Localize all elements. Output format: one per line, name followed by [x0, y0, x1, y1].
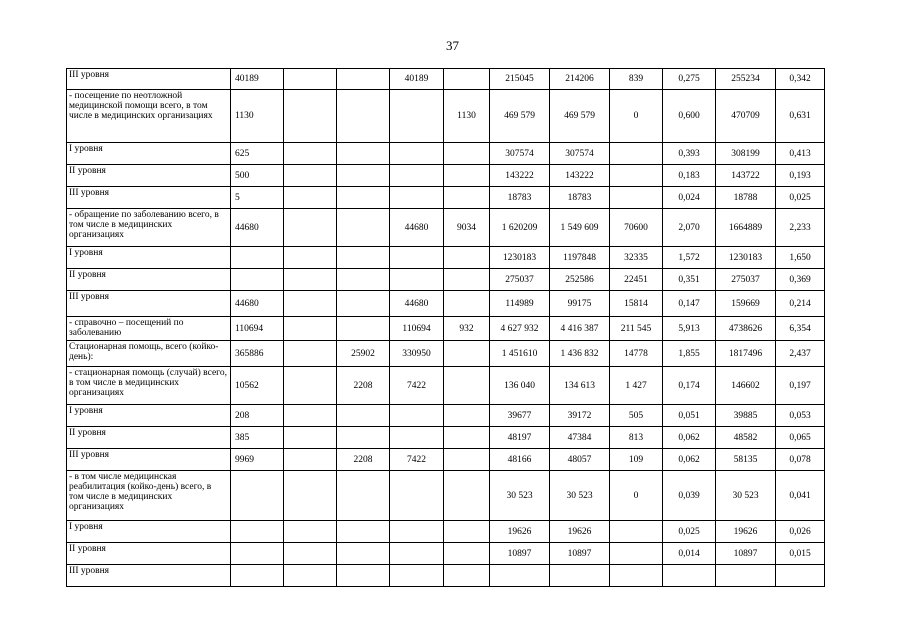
table-cell	[284, 165, 337, 187]
table-cell: 0,631	[776, 90, 825, 143]
row-label: - посещение по неотложной медицинской помощи всего, в том числе в медицинских организациях	[67, 90, 231, 143]
table-cell: 1,650	[776, 247, 825, 269]
table-cell: 0,025	[776, 187, 825, 209]
table-cell	[337, 209, 390, 247]
table-cell	[284, 449, 337, 471]
table-cell: 0,014	[663, 543, 716, 565]
table-row	[67, 565, 825, 587]
table-cell: 1197848	[550, 247, 610, 269]
table-cell	[444, 269, 490, 291]
table-cell: 470709	[716, 90, 776, 143]
page-number: 37	[446, 38, 459, 53]
table-cell: 15814	[610, 291, 663, 317]
row-label: III уровня	[67, 187, 231, 209]
table-cell: 0,062	[663, 449, 716, 471]
table-cell: 25902	[337, 341, 390, 367]
table-body	[67, 69, 825, 587]
table-row	[67, 209, 825, 247]
table-cell	[390, 471, 444, 521]
table-cell: 625	[231, 143, 284, 165]
table-cell	[444, 565, 490, 587]
table-cell: 255234	[716, 69, 776, 90]
table-cell	[444, 247, 490, 269]
table-cell: 1 427	[610, 367, 663, 405]
table-cell	[337, 143, 390, 165]
table-cell	[444, 367, 490, 405]
table-cell: 0,026	[776, 521, 825, 543]
table-cell	[390, 247, 444, 269]
table-cell	[231, 269, 284, 291]
table-cell: 18783	[550, 187, 610, 209]
table-cell	[284, 427, 337, 449]
row-label: II уровня	[67, 269, 231, 291]
table-cell: 159669	[716, 291, 776, 317]
table-cell: 1817496	[716, 341, 776, 367]
table-cell: 9969	[231, 449, 284, 471]
table-cell: 1 549 609	[550, 209, 610, 247]
table-cell: 385	[231, 427, 284, 449]
table-cell	[337, 427, 390, 449]
table-cell	[284, 471, 337, 521]
table-cell: 32335	[610, 247, 663, 269]
table-cell: 5,913	[663, 317, 716, 341]
table-cell	[337, 317, 390, 341]
table-row	[67, 341, 825, 367]
table-row	[67, 427, 825, 449]
row-label: I уровня	[67, 521, 231, 543]
table-cell	[231, 543, 284, 565]
table-cell	[337, 247, 390, 269]
table-cell: 44680	[390, 291, 444, 317]
table-cell	[337, 69, 390, 90]
table-cell: 275037	[490, 269, 550, 291]
table-cell: 143222	[490, 165, 550, 187]
table-cell: 99175	[550, 291, 610, 317]
table-cell: 307574	[490, 143, 550, 165]
table-cell	[337, 291, 390, 317]
table-row	[67, 543, 825, 565]
table-cell	[231, 521, 284, 543]
table-cell	[231, 471, 284, 521]
table-cell	[284, 269, 337, 291]
table-cell: 932	[444, 317, 490, 341]
table-cell: 10897	[716, 543, 776, 565]
table-row	[67, 367, 825, 405]
table-row	[67, 291, 825, 317]
table-cell: 10897	[490, 543, 550, 565]
table-cell: 252586	[550, 269, 610, 291]
table-cell	[284, 521, 337, 543]
table-cell: 7422	[390, 449, 444, 471]
table-cell: 469 579	[550, 90, 610, 143]
table-cell	[284, 90, 337, 143]
table-cell	[337, 543, 390, 565]
row-label: II уровня	[67, 543, 231, 565]
row-label: Стационарная помощь, всего (койко-день):	[67, 341, 231, 367]
table-cell: 2,070	[663, 209, 716, 247]
table-row	[67, 69, 825, 90]
table-cell: 110694	[231, 317, 284, 341]
row-label: II уровня	[67, 165, 231, 187]
table-cell: 0,147	[663, 291, 716, 317]
table-cell	[444, 165, 490, 187]
table-row	[67, 269, 825, 291]
table-row	[67, 405, 825, 427]
table-cell: 146602	[716, 367, 776, 405]
table-cell	[284, 565, 337, 587]
table-cell	[231, 565, 284, 587]
table-cell: 813	[610, 427, 663, 449]
table-cell: 0,025	[663, 521, 716, 543]
table-cell: 1230183	[716, 247, 776, 269]
table-cell	[284, 247, 337, 269]
table-cell: 109	[610, 449, 663, 471]
table-cell	[284, 143, 337, 165]
table-row	[67, 187, 825, 209]
table-cell: 214206	[550, 69, 610, 90]
table-row	[67, 317, 825, 341]
table-cell: 134 613	[550, 367, 610, 405]
table-cell	[390, 565, 444, 587]
table-cell	[610, 143, 663, 165]
table-cell	[390, 521, 444, 543]
table-row	[67, 143, 825, 165]
table-cell: 469 579	[490, 90, 550, 143]
table-cell: 44680	[390, 209, 444, 247]
table-cell	[444, 521, 490, 543]
table-row	[67, 247, 825, 269]
table-cell	[337, 565, 390, 587]
row-label: III уровня	[67, 291, 231, 317]
table-cell: 48582	[716, 427, 776, 449]
table-cell: 18788	[716, 187, 776, 209]
table-cell	[444, 341, 490, 367]
data-table	[66, 68, 825, 587]
table-cell: 143722	[716, 165, 776, 187]
table-cell: 2,233	[776, 209, 825, 247]
table-cell: 4 416 387	[550, 317, 610, 341]
table-cell: 275037	[716, 269, 776, 291]
table-cell: 136 040	[490, 367, 550, 405]
row-label: I уровня	[67, 405, 231, 427]
table-cell: 0	[610, 90, 663, 143]
table-cell	[444, 291, 490, 317]
table-cell	[444, 543, 490, 565]
table-cell	[337, 405, 390, 427]
row-label: - обращение по заболеванию всего, в том числе в медицинских организациях	[67, 209, 231, 247]
table-cell: 58135	[716, 449, 776, 471]
table-cell: 48057	[550, 449, 610, 471]
table-cell	[444, 427, 490, 449]
table-cell	[337, 90, 390, 143]
table-cell: 2208	[337, 449, 390, 471]
table-cell: 0,024	[663, 187, 716, 209]
table-cell: 7422	[390, 367, 444, 405]
table-cell: 0,039	[663, 471, 716, 521]
table-cell: 307574	[550, 143, 610, 165]
table-cell: 70600	[610, 209, 663, 247]
table-cell	[284, 367, 337, 405]
table-cell: 40189	[231, 69, 284, 90]
table-cell	[716, 565, 776, 587]
table-cell	[284, 543, 337, 565]
table-cell: 211 545	[610, 317, 663, 341]
table-cell: 1,855	[663, 341, 716, 367]
table-cell: 2,437	[776, 341, 825, 367]
table-cell: 0,174	[663, 367, 716, 405]
row-label: I уровня	[67, 247, 231, 269]
table-cell	[390, 90, 444, 143]
row-label: II уровня	[67, 427, 231, 449]
table-cell: 1 620209	[490, 209, 550, 247]
table-cell: 0,051	[663, 405, 716, 427]
table-cell: 0,600	[663, 90, 716, 143]
table-cell: 143222	[550, 165, 610, 187]
table-cell: 2208	[337, 367, 390, 405]
table-cell: 1 436 832	[550, 341, 610, 367]
table-cell: 0,015	[776, 543, 825, 565]
table-cell: 215045	[490, 69, 550, 90]
table-cell: 19626	[716, 521, 776, 543]
table-cell: 30 523	[490, 471, 550, 521]
table-cell	[610, 165, 663, 187]
table-cell: 0,078	[776, 449, 825, 471]
table-cell: 1,572	[663, 247, 716, 269]
table-cell: 19626	[490, 521, 550, 543]
table-cell: 0,275	[663, 69, 716, 90]
table-cell	[550, 565, 610, 587]
row-label: - стационарная помощь (случай) всего, в том числе в медицинских организациях	[67, 367, 231, 405]
table-cell: 1230183	[490, 247, 550, 269]
table-cell: 330950	[390, 341, 444, 367]
table-cell: 0,062	[663, 427, 716, 449]
table-cell: 6,354	[776, 317, 825, 341]
table-cell	[444, 143, 490, 165]
table-cell: 308199	[716, 143, 776, 165]
table-cell: 0,413	[776, 143, 825, 165]
table-cell	[444, 405, 490, 427]
table-cell: 0,183	[663, 165, 716, 187]
table-cell	[776, 565, 825, 587]
table-cell: 4738626	[716, 317, 776, 341]
table-cell: 110694	[390, 317, 444, 341]
table-cell	[610, 521, 663, 543]
table-cell	[444, 471, 490, 521]
table-cell: 0,369	[776, 269, 825, 291]
table-cell: 1 451610	[490, 341, 550, 367]
table-cell: 9034	[444, 209, 490, 247]
table-row	[67, 165, 825, 187]
table-cell: 40189	[390, 69, 444, 90]
table-cell: 19626	[550, 521, 610, 543]
table-cell	[337, 187, 390, 209]
table-cell	[337, 269, 390, 291]
table-cell: 30 523	[550, 471, 610, 521]
row-label: - в том числе медицинская реабилитация (койко-день) всего, в том числе в медицинских организациях	[67, 471, 231, 521]
table-cell	[231, 247, 284, 269]
table-cell	[444, 69, 490, 90]
table-cell: 10897	[550, 543, 610, 565]
table-cell: 0,041	[776, 471, 825, 521]
table-cell	[390, 269, 444, 291]
table-cell	[610, 187, 663, 209]
row-label: III уровня	[67, 449, 231, 471]
table-cell: 10562	[231, 367, 284, 405]
table-cell: 1130	[444, 90, 490, 143]
table-cell: 39172	[550, 405, 610, 427]
table-cell: 39885	[716, 405, 776, 427]
table-cell	[390, 165, 444, 187]
table-cell: 1664889	[716, 209, 776, 247]
table-cell	[284, 69, 337, 90]
table-cell	[663, 565, 716, 587]
table-cell	[610, 543, 663, 565]
table-row	[67, 90, 825, 143]
table-cell: 48197	[490, 427, 550, 449]
table-cell: 0,342	[776, 69, 825, 90]
table-cell	[284, 317, 337, 341]
table-cell: 1130	[231, 90, 284, 143]
table-cell: 39677	[490, 405, 550, 427]
table-cell: 14778	[610, 341, 663, 367]
table-cell	[490, 565, 550, 587]
row-label: - справочно – посещений по заболеванию	[67, 317, 231, 341]
table-cell	[444, 187, 490, 209]
table-cell: 44680	[231, 209, 284, 247]
table-cell: 0,393	[663, 143, 716, 165]
row-label: III уровня	[67, 69, 231, 90]
row-label: III уровня	[67, 565, 231, 587]
row-label: I уровня	[67, 143, 231, 165]
table-cell	[284, 187, 337, 209]
table-cell: 0,065	[776, 427, 825, 449]
table-cell	[284, 291, 337, 317]
table-cell: 839	[610, 69, 663, 90]
table-row	[67, 521, 825, 543]
table-cell: 48166	[490, 449, 550, 471]
table-cell	[337, 521, 390, 543]
table-cell: 0,351	[663, 269, 716, 291]
table-cell	[284, 405, 337, 427]
table-cell	[337, 165, 390, 187]
table-cell: 0,053	[776, 405, 825, 427]
table-cell: 365886	[231, 341, 284, 367]
table-cell	[390, 543, 444, 565]
table-cell: 22451	[610, 269, 663, 291]
table-cell: 30 523	[716, 471, 776, 521]
table-cell	[284, 209, 337, 247]
table-cell: 500	[231, 165, 284, 187]
table-cell: 208	[231, 405, 284, 427]
table-cell: 0,197	[776, 367, 825, 405]
table-cell	[444, 449, 490, 471]
table-cell: 18783	[490, 187, 550, 209]
table-cell	[284, 341, 337, 367]
table-cell: 0,193	[776, 165, 825, 187]
table-cell	[390, 143, 444, 165]
table-cell: 0,214	[776, 291, 825, 317]
table-row	[67, 471, 825, 521]
table-cell	[390, 405, 444, 427]
table-cell: 4 627 932	[490, 317, 550, 341]
table-cell	[337, 471, 390, 521]
table-cell	[390, 427, 444, 449]
table-cell: 5	[231, 187, 284, 209]
table-row	[67, 449, 825, 471]
table-cell: 44680	[231, 291, 284, 317]
table-cell: 114989	[490, 291, 550, 317]
table-cell: 0	[610, 471, 663, 521]
table-cell	[390, 187, 444, 209]
table-cell	[610, 565, 663, 587]
table-cell: 47384	[550, 427, 610, 449]
table-cell: 505	[610, 405, 663, 427]
